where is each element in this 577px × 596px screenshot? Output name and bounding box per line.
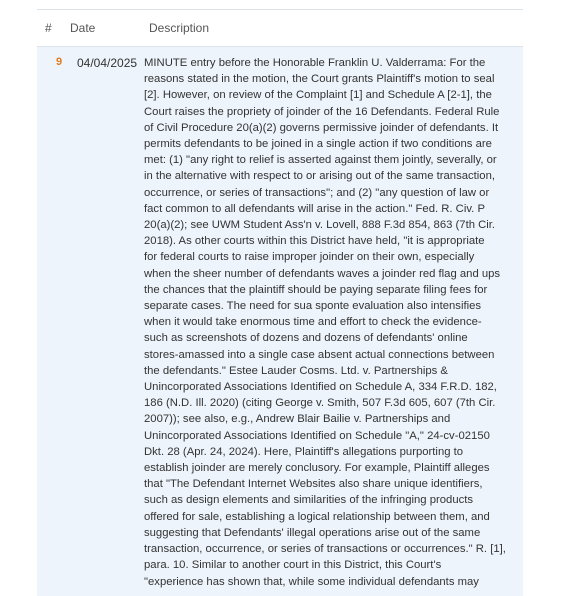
entry-number-link[interactable]: 9 (56, 56, 63, 68)
header-date[interactable]: Date (70, 21, 96, 35)
entry-date: 04/04/2025 (77, 56, 138, 70)
header-description: Description (149, 21, 210, 35)
header-number: # (45, 21, 52, 35)
table-row (37, 47, 523, 596)
entry-description: MINUTE entry before the Honorable Franklin U. Valderrama: For the reasons stated in the motion, the Court grants Plaintiff's motion to seal [2]. However, on review of the Complaint [1] and Schedule A [2-1], the Court raises the propriety of joinder of the 16 Defendants. Federal Rule of Civil Procedure 20(a)(2) governs permissive joinder of defendants. It permits defendants to be joined in a single action if two conditions are met: (1) "any right to relief is asserted against them jointly, severally, or in the alternative with respect to or arising out of the same transaction, occurrence, or series of transactions"; and (2) "any question of law or fact common to all defendants will arise in the action." Fed. R. Civ. P 20(a)(2); see UWM Student Ass'n v. Lovell, 888 F.3d 854, 863 (7th Cir. 2018). As other courts within this District have held, "it is appropriate for federal courts to raise improper joinder on their own, especially when the sheer number of defendants waves a joinder red flag and ups the chances that the plaintiff should be paying separate filing fees for separate cases. The need for sua sponte evaluation also intensifies when it would take enormous time and effort to check the evidence- such as screenshots of dozens and dozens of defendants' online stores-amassed into a single case absent actual connections between the defendants." Estee Lauder Cosms. Ltd. v. Partnerships & Unincorporated Associations Identified on Schedule A, 334 F.R.D. 182, 186 (N.D. Ill. 2020) (citing George v. Smith, 507 F.3d 605, 607 (7th Cir. 2007)); see also, e.g., Andrew Blair Bailie v. Partnerships and Unincorporated Associations Identified on Schedule "A," 24-cv-02150 Dkt. 28 (Apr. 24, 2024). Here, Plaintiff's allegations purporting to establish joinder are merely conclusory. For example, Plaintiff alleges that "The Defendant Internet Websites also share unique identifiers, such as design elements and similarities of the infringing products offered for sale, establishing a logical relationship between them, and suggesting that Defendants' illegal operations arise out of the same transaction, occurrence, or series of transactions or occurrences." R. [1], para. 10. Similar to another court in this District, this Court's "experience has shown that, while some individual defendants may (144, 57, 506, 588)
table-header (37, 10, 523, 47)
